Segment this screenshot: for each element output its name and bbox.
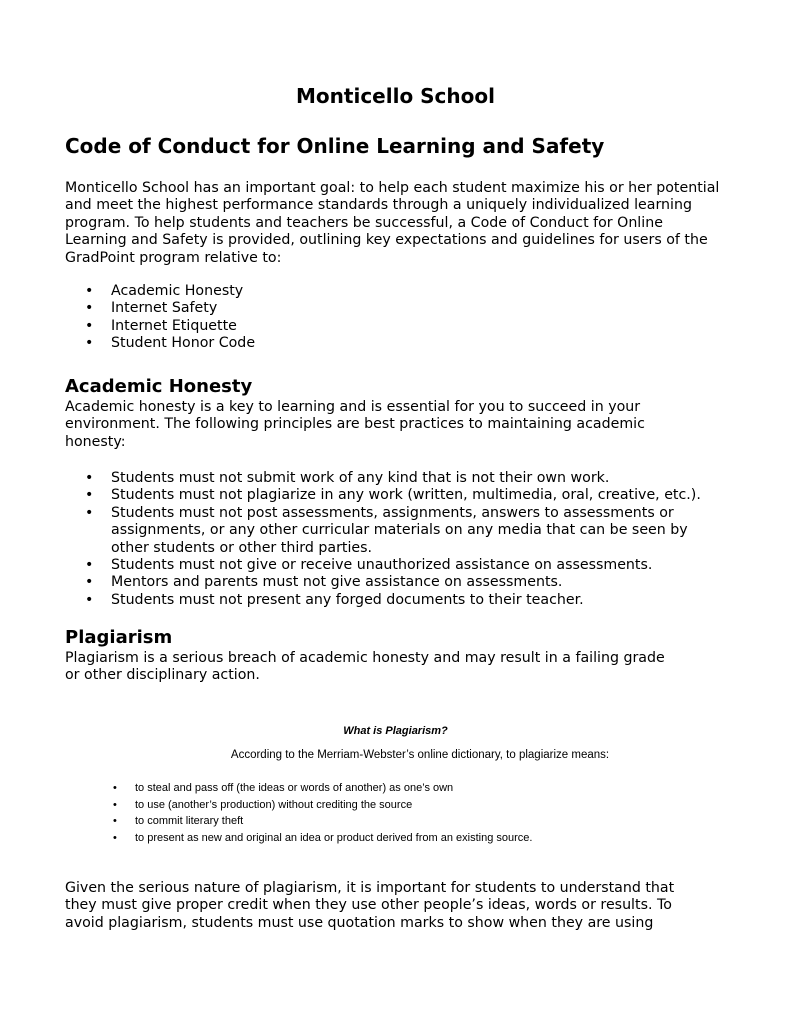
list-item-text: Students must not post assessments, assignments, answers to assessments or — [111, 504, 674, 521]
bullet-icon: • — [113, 815, 117, 827]
text-line: they must give proper credit when they use other people’s ideas, words or results. To — [65, 897, 672, 914]
bullet-icon: • — [85, 504, 94, 521]
list-item — [113, 780, 532, 797]
intro-paragraph — [65, 180, 735, 267]
list-item — [113, 830, 532, 847]
bullet-icon: • — [113, 798, 117, 811]
definition-intro: According to the Merriam-Webster’s online dictionary, to plagiarize means: — [230, 749, 610, 761]
bullet-icon: • — [85, 591, 94, 608]
text-line: Monticello School has an important goal: to help each student maximize his or her potential — [65, 180, 720, 196]
list-item-text: Students must not present any forged documents to their teacher. — [111, 591, 584, 608]
text-line: or other disciplinary action. — [65, 667, 260, 684]
list-item — [65, 300, 745, 317]
list-item-text: Mentors and parents must not give assistance on assessments. — [111, 574, 563, 591]
list-item — [65, 470, 745, 487]
list-item-text: Academic Honesty — [111, 283, 244, 299]
list-item — [65, 557, 745, 574]
list-item — [65, 335, 745, 352]
list-item-text: to steal and pass off (the ideas or words of another) as one’s own — [135, 782, 454, 794]
list-item — [65, 574, 745, 591]
list-item — [65, 505, 745, 557]
text-line: honesty: — [65, 433, 126, 450]
academic-honesty-heading: Academic Honesty — [65, 376, 253, 397]
bullet-icon: • — [85, 283, 94, 299]
text-line: Learning and Safety is provided, outlining key expectations and guidelines for users of the — [65, 232, 708, 249]
bullet-icon: • — [85, 574, 94, 591]
bullet-icon: • — [85, 470, 94, 486]
list-item-text: to use (another’s production) without crediting the source — [135, 798, 413, 811]
text-line: and meet the highest performance standards through a uniquely individualized learning — [65, 197, 692, 214]
text-line: environment. The following principles are best practices to maintaining academic — [65, 416, 645, 433]
list-item-text: to commit literary theft — [135, 815, 244, 827]
text-line: Academic honesty is a key to learning and is essential for you to succeed in your — [65, 399, 641, 415]
topics-list — [65, 283, 745, 353]
what-is-plagiarism-heading: What is Plagiarism? — [343, 725, 448, 737]
bullet-icon: • — [85, 300, 94, 317]
school-title: Monticello School — [296, 84, 495, 108]
list-item-text: Internet Safety — [111, 300, 218, 317]
academic-honesty-paragraph — [65, 399, 735, 451]
list-item-text: Students must not give or receive unauthorized assistance on assessments. — [111, 557, 653, 574]
bullet-icon: • — [85, 487, 94, 504]
bullet-icon: • — [85, 557, 94, 574]
text-line: Plagiarism is a serious breach of academic honesty and may result in a failing grade — [65, 650, 665, 666]
list-item — [65, 283, 745, 300]
list-item — [65, 487, 745, 504]
list-item — [65, 592, 745, 609]
list-item-text: Students must not submit work of any kind that is not their own work. — [111, 470, 610, 486]
plagiarism-heading: Plagiarism — [65, 627, 173, 648]
list-item-text: Students must not plagiarize in any work (written, multimedia, oral, creative, etc.). — [111, 487, 701, 504]
list-item — [113, 813, 532, 830]
list-item-text: other students or other third parties. — [111, 539, 373, 556]
bullet-icon: • — [85, 317, 94, 334]
text-line: avoid plagiarism, students must use quotation marks to show when they are using — [65, 914, 654, 931]
text-line: GradPoint program relative to: — [65, 249, 282, 266]
definition-list — [113, 780, 532, 846]
academic-honesty-rules — [65, 470, 745, 609]
list-item-text: Student Honor Code — [111, 335, 256, 352]
plagiarism-paragraph — [65, 650, 735, 685]
list-item-text: assignments, or any other curricular materials on any media that can be seen by — [111, 522, 688, 539]
bullet-icon: • — [113, 782, 117, 794]
list-item — [113, 797, 532, 814]
list-item-text: Internet Etiquette — [111, 317, 237, 334]
plagiarism-closing-paragraph — [65, 880, 735, 932]
bullet-icon: • — [113, 831, 117, 844]
text-line: Given the serious nature of plagiarism, it is important for students to understand that — [65, 880, 675, 896]
bullet-icon: • — [85, 335, 94, 352]
list-item — [65, 318, 745, 335]
document-title: Code of Conduct for Online Learning and Safety — [65, 134, 605, 158]
list-item-text: to present as new and original an idea or product derived from an existing source. — [135, 831, 533, 844]
text-line: program. To help students and teachers be successful, a Code of Conduct for Online — [65, 214, 663, 231]
